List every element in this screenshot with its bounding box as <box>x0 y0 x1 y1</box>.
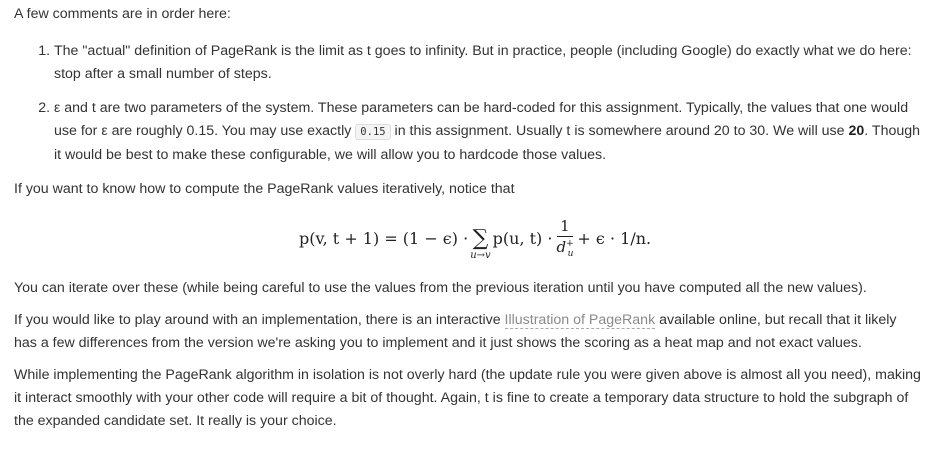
play-text-a: If you would like to play around with an implementation, there is an interactive <box>14 312 505 328</box>
intro-text: A few comments are in order here: <box>14 6 231 22</box>
steps-value-bold: 20 <box>848 123 865 139</box>
denominator-sub: u <box>567 249 574 259</box>
sum-subscript: u→v <box>470 250 491 261</box>
denominator-base: d <box>556 238 567 256</box>
fraction-denominator <box>556 237 573 259</box>
formula-sum <box>470 228 490 262</box>
epsilon-value-code: 0.15 <box>355 124 390 140</box>
compute-intro-text: If you want to know how to compute the PageRank values iteratively, notice that <box>14 181 515 197</box>
formula-rhs: + ϵ · 1/n. <box>577 228 652 248</box>
list-item-2-text-b: in this assignment. Usually t is somewhere around 20 to 30. We will use <box>390 123 849 139</box>
formula-lhs: p(v, t + 1) = (1 − ϵ) · <box>299 228 469 248</box>
fraction-numerator: 1 <box>557 217 573 237</box>
formula-fraction <box>556 217 573 259</box>
pagerank-illustration-link[interactable]: Illustration of PageRank <box>504 312 656 328</box>
play-paragraph <box>14 309 923 355</box>
formula-term: p(u, t) · <box>492 228 553 248</box>
sigma-symbol: ∑ <box>472 226 489 251</box>
comments-list <box>14 40 923 167</box>
list-item-1 <box>54 40 923 86</box>
play-text-b: available online, but recall that it likely has a few differences from the version we're asking you to implement and it just shows the scoring as a heat map and not exact values. <box>14 312 897 351</box>
denominator-sup: + <box>566 239 574 249</box>
pagerank-formula <box>14 207 923 277</box>
list-item-2-text-a: ε and t are two parameters of the system. These parameters can be hard-coded for this assignment. Typically, the values that one would use for ε are roughly 0.15. You may use exactly <box>54 100 909 139</box>
implement-paragraph: While implementing the PageRank algorithm in isolation is not overly hard (the update rule you were given above is almost all you need), making it interact smoothly with your other code will require a bit of thought. Again, t is fine to create a temporary data structure to hold the subgraph of the expanded candidate set. It really is your choice. <box>14 367 921 429</box>
list-item-2-text-c: . Though it would be best to make these configurable, we will allow you to hardcode those values. <box>54 123 921 163</box>
list-item-1-text: The "actual" definition of PageRank is the limit as t goes to infinity. But in practice, people (including Google) do exactly what we do here: stop after a small number of steps. <box>54 43 912 82</box>
iterate-text: You can iterate over these (while being careful to use the values from the previous iteration until you have computed all the new values). <box>14 280 867 296</box>
list-item-2 <box>54 97 923 167</box>
